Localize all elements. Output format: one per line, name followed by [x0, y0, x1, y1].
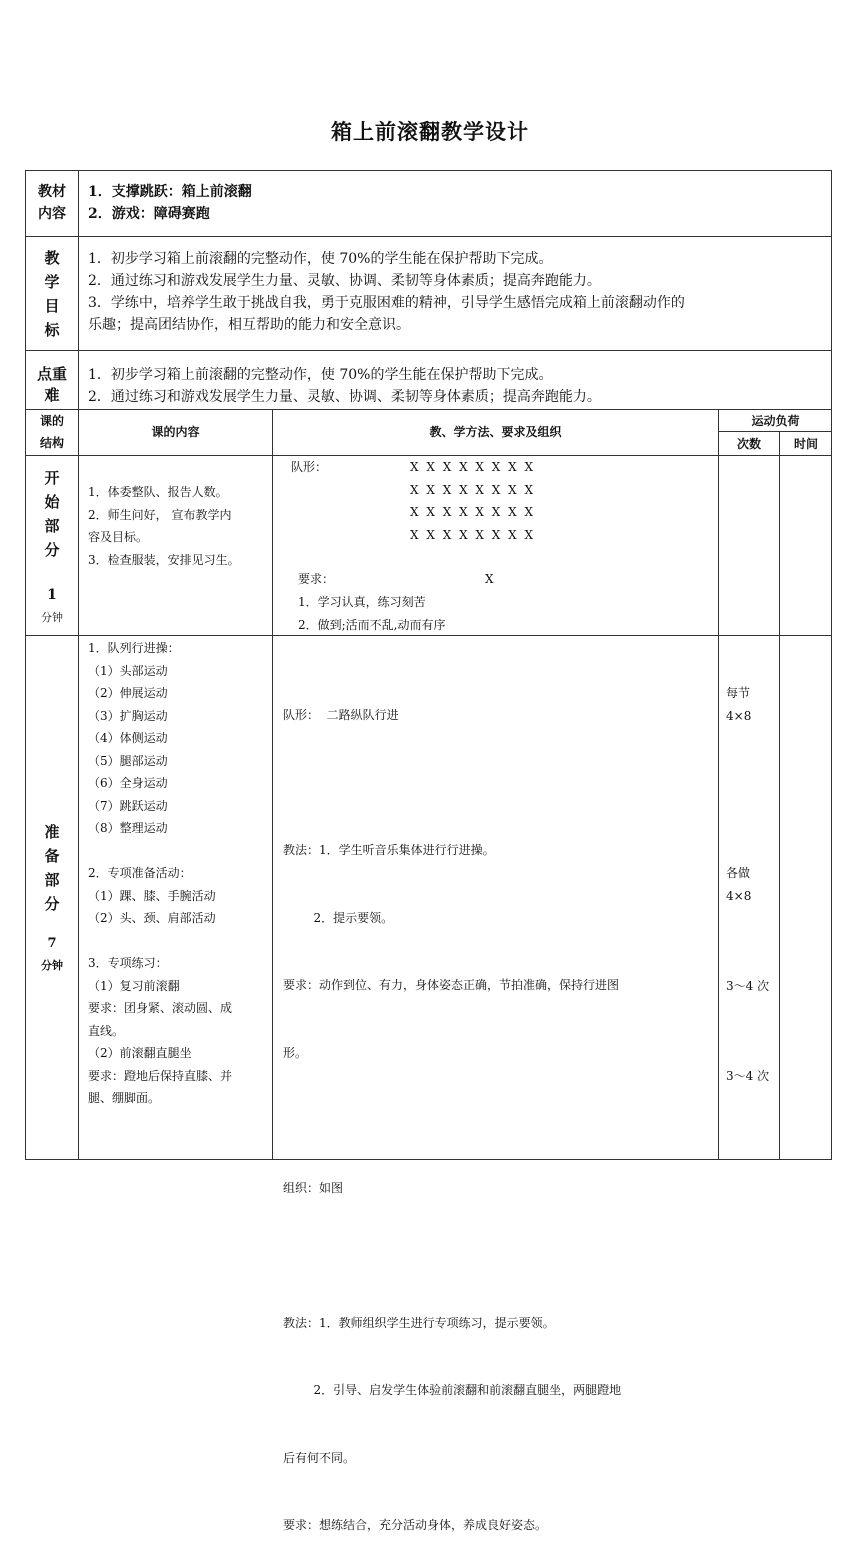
start-requirements — [298, 591, 446, 636]
prep-method-line: 要求：动作到位、有力，身体姿态正确，节拍准确，保持行进图 — [283, 978, 620, 992]
key-points-label-line: 难 — [44, 386, 60, 404]
start-content-line: 1．体委整队、报告人数。 — [88, 485, 228, 499]
prep-content-line: 1．队列行进操： — [88, 641, 180, 655]
key-points-content — [88, 364, 601, 408]
goals-label-char: 学 — [44, 273, 60, 291]
prep-method-line: 形。 — [283, 1045, 308, 1060]
start-requirement-line: 2．做到;活而不乱,动而有序 — [298, 617, 446, 632]
material-label-line: 内容 — [38, 206, 66, 222]
prep-content-line: （1）头部运动 — [88, 663, 168, 678]
prep-method-line: 组织：如图 — [283, 1180, 344, 1195]
start-content-line: 容及目标。 — [88, 530, 149, 544]
header-count: 次数 — [736, 437, 761, 451]
row-divider — [25, 236, 832, 237]
prep-method-line: 队形： 二路纵队行进 — [283, 708, 399, 722]
prep-method-line: 教法：1．学生听音乐集体进行行进操。 — [283, 843, 495, 857]
formation-row: X X X X X X X X — [410, 460, 534, 474]
prep-label-char: 分 — [44, 895, 60, 913]
prep-content-line: 腿、绷脚面。 — [88, 1091, 161, 1105]
prep-content — [88, 637, 232, 1110]
header-structure-line: 结构 — [39, 436, 64, 450]
goal-line: 乐趣；提高团结协作，相互帮助的能力和安全意识。 — [88, 317, 410, 333]
prep-minutes: 7 — [47, 936, 57, 951]
goal-line: 3．学练中，培养学生敢于挑战自我，勇于克服困难的精神，引导学生感悟完成箱上前滚翻动作的 — [88, 295, 685, 311]
prep-content-line: （3）扩胸运动 — [88, 708, 168, 723]
prep-method-line: 2．提示要领。 — [283, 910, 394, 925]
prep-method-line — [283, 1244, 621, 1267]
goal-line: 1．初步学习箱上前滚翻的完整动作，使 70%的学生能在保护帮助下完成。 — [88, 251, 553, 267]
start-section-label — [26, 466, 78, 562]
material-label — [26, 181, 78, 225]
goals-label — [26, 246, 78, 342]
start-content-line: 3．检查服装，安排见习生。 — [88, 552, 240, 567]
goals-label-char: 标 — [44, 321, 60, 339]
prep-method-line — [283, 1109, 621, 1132]
column-divider — [718, 409, 719, 1160]
material-item: 1．支撑跳跃：箱上前滚翻 — [88, 184, 252, 200]
prep-method-line: 后有何不同。 — [283, 1450, 356, 1465]
prep-content-line: （2）前滚翻直腿坐 — [88, 1046, 192, 1060]
start-require-label: 要求： — [298, 572, 335, 586]
prep-unit: 分钟 — [41, 959, 63, 972]
header-structure — [26, 410, 78, 454]
key-point-line: 1．初步学习箱上前滚翻的完整动作，使 70%的学生能在保护帮助下完成。 — [88, 367, 553, 383]
start-content — [88, 481, 240, 571]
teacher-position-mark: X — [485, 572, 494, 586]
row-divider — [25, 409, 832, 410]
key-points-label-line: 点重 — [36, 365, 67, 383]
prep-content-line — [88, 840, 232, 863]
prep-count-2a: 各做 — [726, 866, 751, 880]
column-divider — [272, 409, 273, 1160]
prep-content-line: （8）整理运动 — [88, 821, 168, 835]
prep-section-label — [26, 820, 78, 916]
prep-content-line: （6）全身运动 — [88, 776, 168, 790]
prep-count-1b: 4×8 — [726, 709, 752, 723]
header-load: 运动负荷 — [751, 414, 800, 428]
prep-content-line: （2）头、颈、肩部活动 — [88, 911, 216, 925]
key-point-line: 2．通过练习和游戏发展学生力量、灵敏、协调、柔韧等身体素质；提高奔跑能力。 — [88, 389, 601, 405]
start-label-char: 开 — [44, 469, 60, 487]
formation-row: X X X X X X X X — [410, 505, 534, 519]
key-points-label — [26, 364, 78, 406]
prep-label-char: 备 — [44, 847, 60, 865]
prep-count-1a: 每节 — [726, 686, 751, 700]
prep-method-line: 2．引导、启发学生体验前滚翻和前滚翻直腿坐，两腿蹬地 — [283, 1383, 622, 1397]
goal-line: 2．通过练习和游戏发展学生力量、灵敏、协调、柔韧等身体素质；提高奔跑能力。 — [88, 273, 601, 289]
prep-label-char: 准 — [44, 823, 60, 841]
goals-content — [88, 248, 685, 336]
goals-label-char: 目 — [44, 297, 60, 315]
start-unit: 分钟 — [41, 611, 63, 624]
header-structure-line: 课的 — [39, 414, 64, 428]
prep-label-char: 部 — [44, 871, 60, 889]
prep-count-2b: 4×8 — [726, 889, 752, 903]
start-minutes: 1 — [47, 587, 57, 603]
material-item: 2．游戏：障碍赛跑 — [88, 206, 210, 222]
column-divider — [78, 170, 79, 1160]
start-label-char: 部 — [44, 517, 60, 535]
material-label-line: 教材 — [38, 184, 66, 200]
start-content-line: 2．师生问好， 宣布教学内 — [88, 507, 232, 522]
prep-content-line: （5）腿部运动 — [88, 753, 168, 768]
column-divider — [779, 431, 780, 1160]
formation-row: X X X X X X X X — [410, 527, 534, 542]
prep-count-4: 3～4 次 — [726, 1069, 770, 1083]
prep-method-line — [283, 772, 621, 795]
prep-content-line: （7）跳跃运动 — [88, 798, 168, 813]
prep-content-line: （1）踝、膝、手腕活动 — [88, 888, 216, 903]
formation-diagram — [410, 456, 533, 546]
formation-label: 队形： — [291, 460, 328, 474]
prep-method-line: 要求：想练结合，充分活动身体，养成良好姿态。 — [283, 1518, 548, 1532]
formation-row: X X X X X X X X — [410, 482, 534, 497]
prep-content-line — [88, 930, 232, 953]
prep-content-line: 直线。 — [88, 1023, 125, 1038]
row-divider — [25, 350, 832, 351]
start-requirement-line: 1．学习认真，练习刻苦 — [298, 595, 426, 609]
page-title: 箱上前滚翻教学设计 — [331, 119, 529, 144]
prep-content-line: （4）体侧运动 — [88, 731, 168, 745]
prep-method — [283, 659, 621, 1559]
header-time: 时间 — [793, 437, 818, 451]
prep-content-line: 要求：蹬地后保持直膝、并 — [88, 1068, 233, 1083]
header-method: 教、学方法、要求及组织 — [429, 425, 562, 439]
prep-content-line: （1）复习前滚翻 — [88, 978, 180, 993]
prep-content-line: 2．专项准备活动： — [88, 866, 192, 880]
prep-method-line: 教法：1．教师组织学生进行专项练习，提示要领。 — [283, 1315, 555, 1330]
prep-content-line: 3．专项练习： — [88, 956, 168, 970]
start-label-char: 始 — [44, 493, 60, 511]
goals-label-char: 教 — [44, 249, 60, 267]
start-label-char: 分 — [44, 541, 60, 559]
prep-content-line: （2）伸展运动 — [88, 686, 168, 700]
prep-count-3: 3～4 次 — [726, 979, 770, 993]
material-content — [88, 181, 252, 225]
header-content: 课的内容 — [151, 425, 200, 439]
prep-content-line: 要求：团身紧、滚动圆、成 — [88, 1001, 233, 1015]
